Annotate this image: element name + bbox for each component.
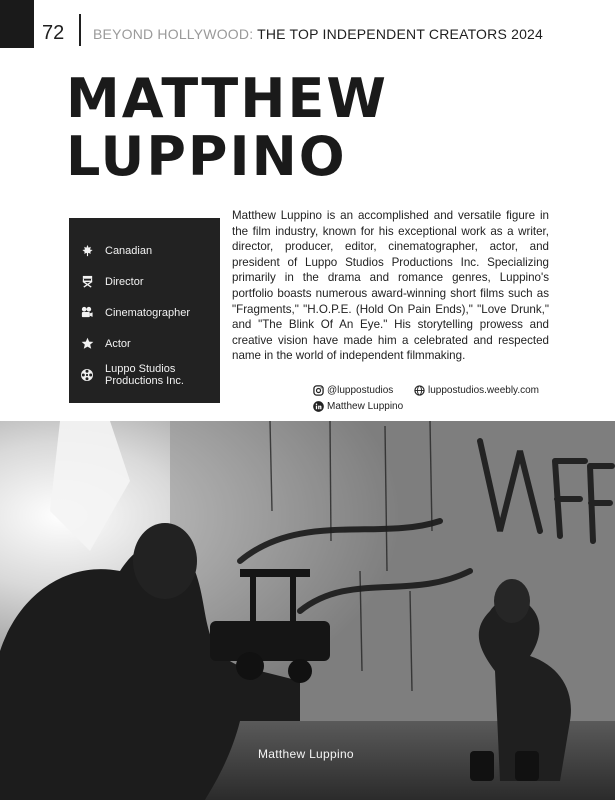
running-head bbox=[93, 26, 543, 42]
director-chair-icon bbox=[80, 275, 94, 289]
title-first-name: MATTHEW bbox=[66, 67, 388, 130]
fact-director bbox=[69, 266, 220, 297]
fact-company bbox=[69, 359, 220, 390]
fact-label: Actor bbox=[105, 337, 131, 350]
fact-cinematographer bbox=[69, 297, 220, 328]
fact-label: Luppo Studios Productions Inc. bbox=[105, 362, 184, 387]
page-number: 72 bbox=[42, 22, 65, 44]
instagram-handle: @luppostudios bbox=[327, 385, 394, 396]
website-url: luppostudios.weebly.com bbox=[428, 385, 539, 396]
instagram-link[interactable] bbox=[313, 385, 393, 396]
instagram-icon bbox=[313, 385, 324, 396]
fact-nationality bbox=[69, 235, 220, 266]
title-last-name: LUPPINO bbox=[66, 125, 347, 188]
website-link[interactable] bbox=[414, 385, 539, 396]
photo-caption: Matthew Luppino bbox=[258, 747, 354, 761]
page-tab bbox=[0, 0, 34, 48]
running-head-title: THE TOP INDEPENDENT CREATORS 2024 bbox=[257, 26, 544, 42]
bio-paragraph: Matthew Luppino is an accomplished and versatile figure in the film industry, known for his exceptional work as a writer, director, producer, editor, cinematographer, actor, and president of Luppo Studios Productions Inc. Specializing primarily in the drama and romance genres, Luppino's portfolio boasts numerous award-winning short films such as "Fragments," "H.O.P.E. (Hold On Pain Ends)," "Love Drunk," and "The Blink Of An Eye." His storytelling prowess and creative vision have made him a celebrated and respected name in the world of independent filmmaking. bbox=[232, 209, 549, 363]
linkedin-name: Matthew Luppino bbox=[327, 401, 404, 412]
globe-icon bbox=[414, 385, 425, 396]
maple-leaf-icon bbox=[80, 244, 94, 258]
facts-panel bbox=[69, 218, 220, 403]
fact-actor bbox=[69, 328, 220, 359]
film-camera-icon bbox=[80, 306, 94, 320]
film-reel-icon bbox=[80, 368, 94, 382]
hero-photo bbox=[0, 421, 615, 800]
fact-label: Director bbox=[105, 275, 144, 288]
linkedin-link[interactable] bbox=[313, 401, 403, 412]
running-head-series: BEYOND HOLLYWOOD: bbox=[93, 26, 254, 42]
photo-scene bbox=[0, 421, 615, 800]
article-title bbox=[66, 67, 388, 188]
header-divider bbox=[79, 14, 81, 46]
fact-label: Canadian bbox=[105, 244, 153, 257]
fact-label: Cinematographer bbox=[105, 306, 190, 319]
linkedin-icon bbox=[313, 401, 324, 412]
star-icon bbox=[80, 337, 94, 351]
